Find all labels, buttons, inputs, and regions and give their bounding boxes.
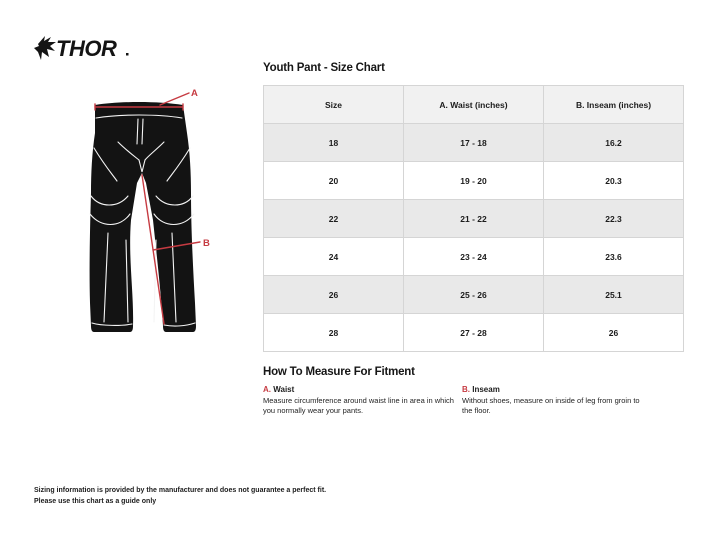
header-row xyxy=(264,86,684,124)
cell-inseam: 25.1 xyxy=(544,276,684,314)
howto-text-waist: Measure circumference around waist line in area in which you normally wear your pants. xyxy=(263,396,454,416)
cell-waist: 17 - 18 xyxy=(404,124,544,162)
cell-waist: 19 - 20 xyxy=(404,162,544,200)
cell-waist: 23 - 24 xyxy=(404,238,544,276)
size-table xyxy=(263,85,684,352)
cell-size: 18 xyxy=(264,124,404,162)
howto-title: How To Measure For Fitment xyxy=(263,366,415,378)
table-row xyxy=(264,200,684,238)
disclaimer-line-1: Sizing information is provided by the manufacturer and does not guarantee a perfect fit. xyxy=(34,487,327,494)
measure-label-b: B xyxy=(203,238,210,249)
cell-inseam: 16.2 xyxy=(544,124,684,162)
cell-waist: 21 - 22 xyxy=(404,200,544,238)
measure-label-a: A xyxy=(191,88,198,99)
howto-columns xyxy=(263,385,684,416)
howto-text-inseam: Without shoes, measure on inside of leg from groin to the floor. xyxy=(462,396,640,416)
table-row xyxy=(264,314,684,352)
waist-callout-line xyxy=(160,93,189,105)
howto-waist-heading xyxy=(263,385,462,394)
size-table-header xyxy=(264,86,684,124)
cell-size: 28 xyxy=(264,314,404,352)
howto-inseam-heading xyxy=(462,385,684,394)
size-chart-title: Youth Pant - Size Chart xyxy=(263,62,385,74)
cell-inseam: 26 xyxy=(544,314,684,352)
thor-logo-trademark-dot xyxy=(126,53,129,56)
thor-logo-text: THOR xyxy=(56,36,117,61)
cell-inseam: 23.6 xyxy=(544,238,684,276)
howto-section xyxy=(263,366,684,416)
disclaimer-line-2: Please use this chart as a guide only xyxy=(34,497,157,505)
cell-size: 26 xyxy=(264,276,404,314)
table-row xyxy=(264,124,684,162)
table-row xyxy=(264,162,684,200)
howto-letter-a: A. xyxy=(263,385,271,394)
cell-inseam: 20.3 xyxy=(544,162,684,200)
cell-waist: 27 - 28 xyxy=(404,314,544,352)
thor-logo-icon xyxy=(34,36,56,60)
pants-diagram xyxy=(60,78,230,345)
col-header-waist: A. Waist (inches) xyxy=(404,86,544,124)
cell-size: 22 xyxy=(264,200,404,238)
disclaimer xyxy=(34,486,326,507)
table-row xyxy=(264,276,684,314)
howto-letter-b: B. xyxy=(462,385,470,394)
cell-inseam: 22.3 xyxy=(544,200,684,238)
cell-waist: 25 - 26 xyxy=(404,276,544,314)
size-table-body xyxy=(264,124,684,352)
howto-inseam-block xyxy=(462,385,684,416)
thor-logo xyxy=(34,33,144,63)
cell-size: 20 xyxy=(264,162,404,200)
col-header-inseam: B. Inseam (inches) xyxy=(544,86,684,124)
howto-waist-block xyxy=(263,385,462,416)
howto-name-inseam: Inseam xyxy=(472,385,500,394)
table-row xyxy=(264,238,684,276)
col-header-size: Size xyxy=(264,86,404,124)
cell-size: 24 xyxy=(264,238,404,276)
content-column xyxy=(263,62,684,416)
howto-name-waist: Waist xyxy=(273,385,295,394)
